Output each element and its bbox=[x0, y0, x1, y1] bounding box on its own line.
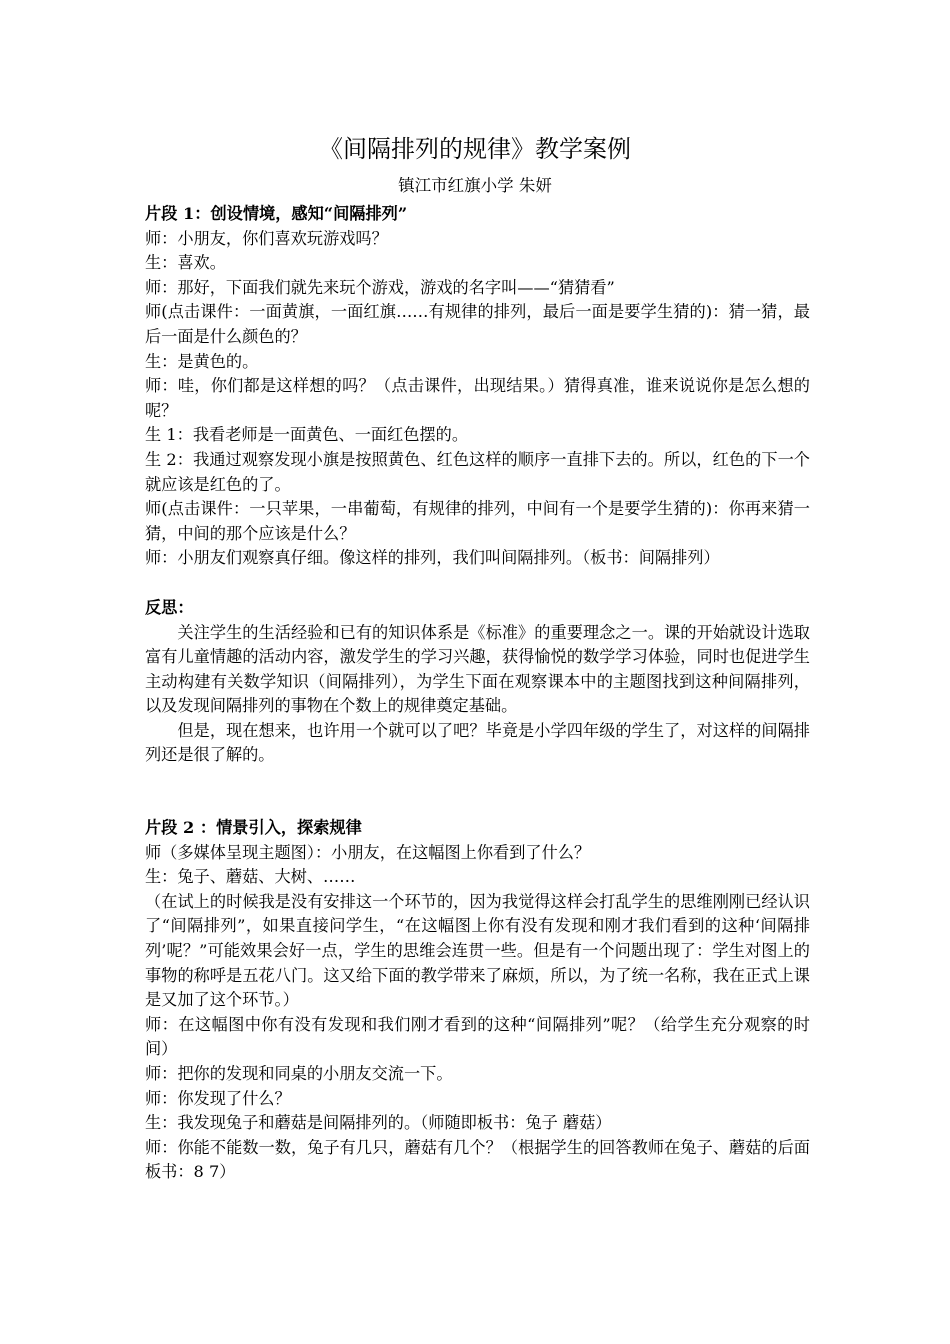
reflection-paragraph: 但是，现在想来，也许用一个就可以了吧？毕竟是小学四年级的学生了，对这样的间隔排列还是很了解的。 bbox=[145, 720, 810, 765]
dialogue-line: （在试上的时候我是没有安排这一个环节的，因为我觉得这样会打乱学生的思维刚刚已经认识了“间隔排列”，如果直接问学生，“在这幅图上你有没有发现和刚才我们看到的这种‘间隔排列’呢？”可能效果会好一点，学生的思维会连贯一些。但是有一个问题出现了：学生对图上的事物的称呼是五花八门。这又给下面的教学带来了麻烦，所以，为了统一名称，我在正式上课是又加了这个环节。） bbox=[145, 891, 810, 1010]
dialogue-line: 师：哇，你们都是这样想的吗？（点击课件，出现结果。）猜得真准，谁来说说你是怎么想的呢？ bbox=[145, 376, 810, 420]
dialogue-line: 师（多媒体呈现主题图）：小朋友，在这幅图上你看到了什么？ bbox=[145, 842, 591, 862]
dialogue-line: 生 2：我通过观察发现小旗是按照黄色、红色这样的顺序一直排下去的。所以，红色的下一个就应该是红色的了。 bbox=[145, 449, 810, 494]
document-title: 《间隔排列的规律》教学案例 bbox=[319, 135, 631, 163]
dialogue-line: 师：把你的发现和同桌的小朋友交流一下。 bbox=[145, 1064, 453, 1083]
reflection-paragraph: 关注学生的生活经验和已有的知识体系是《标准》的重要理念之一。课的开始就设计选取富有儿童情趣的活动内容，激发学生的学习兴趣，获得愉悦的数学学习体验，同时也促进学生主动构建有关数学知识（间隔排列），为学生下面在观察课本中的主题图找到这种间隔排列，以及发现间隔排列的事物在个数上的规律奠定基础。 bbox=[145, 622, 810, 716]
dialogue-line: 师：在这幅图中你有没有发现和我们刚才看到的这种“间隔排列”呢？（给学生充分观察的时间） bbox=[145, 1014, 810, 1059]
dialogue-line: 师：小朋友，你们喜欢玩游戏吗？ bbox=[145, 228, 388, 248]
dialogue-line: 师(点击课件：一只苹果，一串葡萄，有规律的排列，中间有一个是要学生猜的)：你再来猜一猜，中间的那个应该是什么？ bbox=[145, 499, 810, 543]
dialogue-line: 师：你能不能数一数，兔子有几只，蘑菇有几个？（根据学生的回答教师在兔子、蘑菇的后面板书：8 7） bbox=[145, 1137, 810, 1182]
spacer bbox=[145, 768, 810, 816]
dialogue-line: 生：兔子、蘑菇、大树、…… bbox=[145, 867, 356, 887]
author-line: 镇江市红旗小学 朱妍 bbox=[398, 176, 552, 195]
section-2-heading: 片段 2 ：情景引入，探索规律 bbox=[145, 818, 362, 838]
dialogue-line: 师：小朋友们观察真仔细。像这样的排列，我们叫间隔排列。（板书：间隔排列） bbox=[145, 548, 720, 568]
dialogue-line: 师(点击课件：一面黄旗，一面红旗……有规律的排列，最后一面是要学生猜的)：猜一猜，最后一面是什么颜色的？ bbox=[145, 302, 810, 346]
section-1-heading: 片段 1：创设情境，感知“间隔排列” bbox=[145, 204, 408, 223]
dialogue-line: 生：喜欢。 bbox=[145, 253, 226, 273]
dialogue-line: 生：是黄色的。 bbox=[145, 351, 259, 371]
dialogue-line: 师：你发现了什么？ bbox=[145, 1088, 291, 1108]
dialogue-line: 生 1：我看老师是一面黄色、一面红色摆的。 bbox=[145, 425, 469, 445]
reflection-heading: 反思： bbox=[145, 597, 194, 617]
dialogue-line: 师：那好，下面我们就先来玩个游戏，游戏的名字叫——“猜猜看” bbox=[145, 277, 615, 297]
dialogue-line: 生：我发现兔子和蘑菇是间隔排列的。（师随即板书：兔子 蘑菇） bbox=[145, 1113, 612, 1133]
spacer bbox=[145, 571, 810, 596]
document-body bbox=[145, 202, 810, 1185]
